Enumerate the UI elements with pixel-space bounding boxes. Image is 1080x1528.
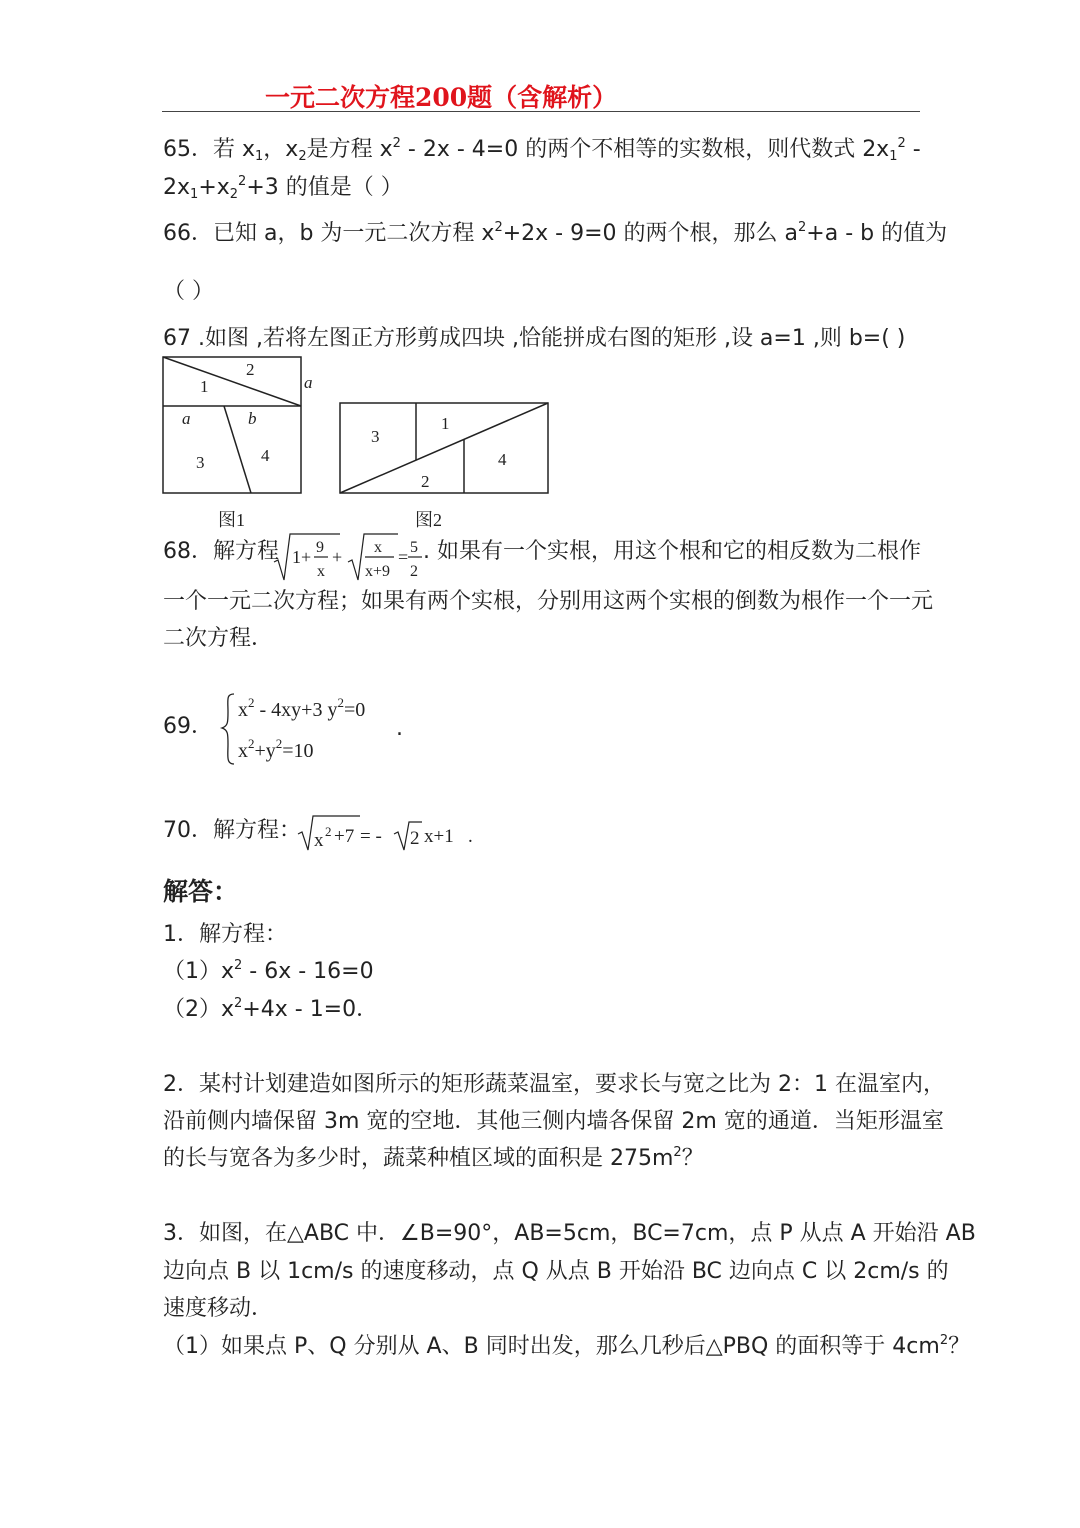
q68-equation xyxy=(272,530,430,584)
fig1-piece-2: 2 xyxy=(246,360,255,379)
q65-line2: $2x_1+x_2^2+3$ 的值是（ ） xyxy=(163,174,403,202)
q68-prefix: 68．解方程 xyxy=(163,539,279,564)
svg-text:x: x xyxy=(374,539,382,556)
svg-text:.: . xyxy=(468,826,473,847)
document-title: 一元二次方程200题（含解析） xyxy=(265,83,618,112)
a1-part2: $(2)x^2+4x - 1=0$． xyxy=(163,996,379,1022)
a1-part1: $(1)x^2 - 6x - 16=0$ xyxy=(163,958,374,984)
a3-line2: 边向点 B 以 1cm/s 的速度移动，点 Q 从点 B 开始沿 BC 边向点 C 以 2cm/s 的 xyxy=(163,1259,949,1284)
q69-equation-2: $x^2+y^2=10$ xyxy=(238,736,314,762)
a2-line1: 2．某村计划建造如图所示的矩形蔬菜温室，要求长与宽之比为 2：1 在温室内， xyxy=(163,1072,945,1097)
fig1-label-a-side: a xyxy=(304,373,313,392)
fig1-piece-1: 1 xyxy=(200,377,209,396)
q66-line2: （ ） xyxy=(163,279,214,304)
svg-text:2: 2 xyxy=(410,563,418,580)
a2-line3: 的长与宽各为多少时，蔬菜种植区域的面积是 $275m^2$？ xyxy=(163,1145,704,1171)
svg-text:x: x xyxy=(314,830,324,851)
q68-line3: 二次方程． xyxy=(163,626,274,651)
a3-line3: 速度移动． xyxy=(163,1296,274,1321)
q66-line1: 66．已知 a，b 为一元二次方程 $x^2+2x - 9=0$ 的两个根，那么 $a^2+a - b$ 的值为 xyxy=(163,220,948,246)
q69-period: . xyxy=(396,716,403,741)
svg-text:+: + xyxy=(332,547,343,567)
q65-line1: 65．若 $x_1$，$x_2$是方程 $x^2 - 2x - 4=0$ 的两个不相等的实数根，则代数式 $2x_1^2$ - xyxy=(163,136,921,164)
a2-line2: 沿前侧内墙保留 3m 宽的空地．其他三侧内墙各保留 2m 宽的通道．当矩形温室 xyxy=(163,1109,944,1134)
a1-title: 1．解方程： xyxy=(163,922,287,947)
fig1-piece-3: 3 xyxy=(196,453,205,472)
svg-text:2: 2 xyxy=(410,828,420,849)
svg-text:+7: +7 xyxy=(334,826,355,847)
q67-figure-2 xyxy=(337,354,557,534)
a3-line4: （1）如果点 P、Q 分别从 A、B 同时出发，那么几秒后△PBQ 的面积等于 $4cm^2$？ xyxy=(163,1333,971,1359)
svg-text:5: 5 xyxy=(410,539,418,556)
q67-text: 67 .如图 ,若将左图正方形剪成四块 ,恰能拼成右图的矩形 ,设 a=1 ,则 b=( ) xyxy=(163,326,906,351)
q69-equation-1: $x^2 - 4xy+3$ $y^2=0$ xyxy=(238,695,366,721)
q70-prefix: 70．解方程： xyxy=(163,818,301,843)
svg-text:2: 2 xyxy=(325,824,332,839)
q68-line1-suffix: . 如果有一个实根，用这个根和它的相反数为二根作 xyxy=(423,539,921,564)
fig2-piece-3: 3 xyxy=(371,427,380,446)
fig1-label-a-top: a xyxy=(182,409,191,428)
fig2-caption: 图2 xyxy=(415,510,442,530)
fig2-piece-4: 4 xyxy=(498,450,507,469)
q68-line2: 一个一元二次方程；如果有两个实根，分别用这两个实根的倒数为根作一个一元 xyxy=(163,589,934,614)
svg-text:1+: 1+ xyxy=(292,547,312,567)
answers-heading: 解答： xyxy=(163,877,239,906)
svg-text:9: 9 xyxy=(316,539,324,556)
svg-text:x+1: x+1 xyxy=(424,826,454,847)
fig1-label-b-top: b xyxy=(248,409,257,428)
header-divider xyxy=(162,111,920,112)
svg-text:x: x xyxy=(317,563,325,580)
q67-figure-1 xyxy=(160,354,330,534)
svg-text:=: = xyxy=(398,547,409,567)
svg-text:x+9: x+9 xyxy=(365,563,391,580)
q69-label: 69． xyxy=(163,714,213,739)
fig1-caption: 图1 xyxy=(218,510,245,530)
fig2-piece-1: 1 xyxy=(441,414,450,433)
svg-text:= -: = - xyxy=(360,826,382,847)
fig2-piece-2: 2 xyxy=(421,472,430,491)
q70-equation xyxy=(296,812,486,854)
fig1-piece-4: 4 xyxy=(261,446,270,465)
a3-line1: 3．如图，在△ABC 中．∠B=90°，AB=5cm，BC=7cm，点 P 从点 A 开始沿 AB xyxy=(163,1221,976,1246)
